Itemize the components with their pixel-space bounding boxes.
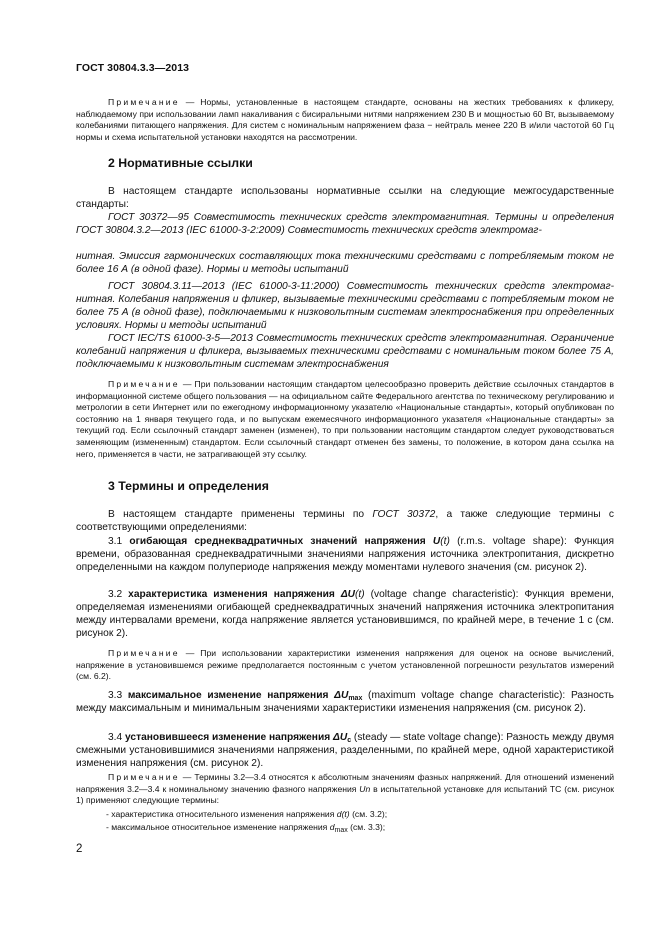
term-symbol-argument: (t) — [355, 589, 365, 600]
term-3-4 — [76, 731, 614, 770]
term-number: 3.2 — [108, 589, 129, 600]
list-item-text: (см. 3.3); — [347, 822, 386, 832]
reference-item: ГОСТ 30372—95 Совместимость технических средств электромагнитная. Термины и определения ГОСТ 30804.3.2—2013 (IEC 61000-3-2:2009) Совместимость технических средств электромаг- — [76, 212, 614, 236]
term-name: характеристика изменения напряжения — [128, 589, 341, 600]
intro-reference: ГОСТ 30372 — [372, 509, 436, 520]
section-2-heading: 2 Нормативные ссылки — [108, 156, 253, 170]
section-2-note — [76, 379, 614, 460]
intro-text: , а также следующие термины с соответствующими определениями: — [76, 509, 615, 533]
list-item-symbol-subscript: max — [334, 827, 348, 834]
intro-text: В настоящем стандарте применены термины по — [108, 509, 373, 520]
note-text: — При использовании характеристики изменения напряжения для оценок на основе вычислений, напряжение в установившемся режиме предполагается постоянным с учетом установленной погрешности результатов измерений (см. 6.2). — [76, 648, 614, 682]
term-symbol: U — [432, 536, 441, 547]
term-definition: (maximum voltage change characteristic): Разность между максимальным и минимальным значениями характеристики изменения напряжения (см. рисунок 2). — [76, 690, 614, 714]
section-2-intro: В настоящем стандарте использованы нормативные ссылки на следующие межгосударственные стандарты: — [76, 186, 614, 210]
note-text: — При пользовании настоящим стандартом целесообразно проверить действие ссылочных стандартов в информационной системе общего пользования — на официальном сайте Федерального агентства по техническому регулированию и метрологии в сети Интернет или по ежегодному информационному указателю «Национальные стандарты», который опубликован по состоянию на 1 января текущего года, и по выпускам ежемесячного информационного указателя «Национальные стандарты» за текущий год. Если ссылочный стандарт заменен (изменен), то при пользовании настоящим стандартом следует руководствоваться заменяющим (измененным) стандартом. Если ссылочный стандарт отменен без замены, то положение, в котором дана ссылка на него, применяется в части, не затрагивающей эту ссылку. — [76, 379, 614, 459]
list-item — [106, 822, 385, 834]
note-symbol: Un — [359, 783, 371, 794]
term-symbol: ΔU — [340, 589, 356, 600]
note-text: — Термины 3.2—3.4 относятся к абсолютным значениям фазных напряжений. Для отношений изменений напряжения 3.2—3.4 к номинальному значению фазного напряжения — [76, 772, 614, 794]
list-item-text: - характеристика относительного изменения напряжения — [106, 809, 337, 819]
term-symbol-subscript: max — [348, 695, 363, 702]
note-label: Примечание — [108, 379, 180, 389]
reference-item: ГОСТ IEC/TS 61000-3-5—2013 Совместимость технических средств электромагнитная. Ограничение колебаний напряжения и фликера, вызываемых техническими средствами с номинальным током более 75 А, подключаемыми к низковольтным системам электроснабжения — [76, 333, 614, 370]
term-name: огибающая среднеквадратичных значений напряжения — [129, 536, 433, 547]
section-3-heading: 3 Термины и определения — [108, 479, 269, 493]
list-item-symbol: d — [336, 809, 342, 819]
term-name: установившееся изменение напряжения — [125, 732, 333, 743]
note-text: в испытательной установке для испытаний ТС (см. рисунок 1) применяют следующие термины: — [76, 783, 614, 806]
term-symbol-subscript: c — [347, 737, 352, 744]
note-text: — Нормы, установленные в настоящем стандарте, основаны на жестких требованиях к фликеру, наблюдаемому при использовании ламп накаливания с бисиральными нитями напряжением 230 В и мощностью 60 Вт, вызываемому колебаниями питающего напряжения. Для систем с номинальным напряжением фаза − нейтраль менее 220 В и/или частотой 60 Гц нормы и схема испытательной установки находятся на рассмотрении. — [76, 97, 614, 142]
term-name: максимальное изменение напряжения — [127, 690, 335, 701]
term-symbol: ΔU — [332, 732, 348, 743]
term-number: 3.3 — [108, 690, 128, 701]
note-label: Примечание — [108, 97, 180, 107]
term-number: 3.1 — [108, 536, 130, 547]
term-3-3 — [76, 689, 614, 715]
term-3-1 — [76, 535, 614, 574]
intro-note — [76, 97, 614, 143]
term-3-2 — [76, 588, 614, 640]
document-code: ГОСТ 30804.3.3—2013 — [76, 62, 190, 74]
list-item — [106, 809, 387, 821]
term-definition: (steady — state voltage change): Разность между двумя смежными установившимися значениями напряжения, разделенными, по крайней мере, одной характеристикой изменения напряжения (см. рисунок 2). — [76, 732, 614, 769]
reference-item: нитная. Эмиссия гармонических составляющих тока техническими средствами с потребляемым током не более 16 А (в одной фазе). Нормы и методы испытаний — [76, 251, 614, 275]
list-item-text: - максимальное относительное изменение напряжения — [106, 822, 330, 832]
page-number: 2 — [76, 843, 83, 855]
term-3-2-note — [76, 648, 614, 683]
term-number: 3.4 — [108, 732, 125, 743]
term-symbol: ΔU — [334, 690, 349, 701]
term-definition: (r.m.s. voltage shape): Функция времени, образованная среднеквадратичными значениями напряжения источника электропитания, дискретно определенными на каждом полупериоде напряжения между моментами нулевого значения (см. рисунок 2). — [76, 536, 614, 573]
reference-item: ГОСТ 30804.3.11—2013 (IEC 61000-3-11:2000) Совместимость технических средств электромаг-нитная. Колебания напряжения и фликер, вызываемые техническими средствами с потребляемым током не более 75 А (в одной фазе), подключаемыми к низковольтным системам электроснабжения при определенных условиях. Нормы и методы испытаний — [76, 281, 614, 331]
list-item-symbol: d — [329, 822, 335, 832]
section-3-intro — [76, 508, 614, 534]
term-3-4-note — [76, 772, 614, 807]
term-symbol-argument: (t) — [440, 536, 450, 547]
note-label: Примечание — [108, 648, 180, 658]
list-item-symbol-argument: (t) — [341, 809, 350, 819]
list-item-text: (см. 3.2); — [349, 809, 388, 819]
note-label: Примечание — [108, 772, 180, 782]
term-definition: (voltage change characteristic): Функция времени, определяемая изменениями огибающей среднеквадратичных значений напряжения источника электропитания между интервалами времени, когда напряжение является установившимся, по крайней мере, в течение 1 с (см. рисунок 2). — [76, 589, 614, 639]
